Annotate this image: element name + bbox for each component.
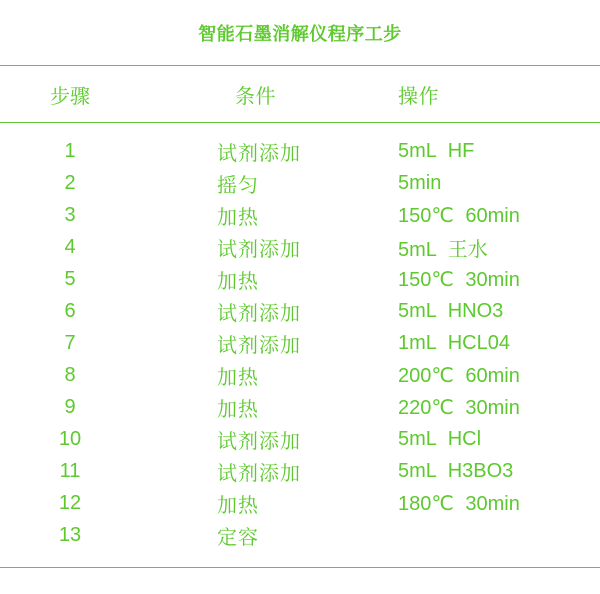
- cell-operation: 5mL H3BO3: [398, 459, 514, 482]
- table-row: [0, 199, 600, 231]
- cell-condition: 试剂添加: [217, 142, 301, 165]
- title-bar: [0, 0, 600, 66]
- cell-condition: 摇匀: [217, 174, 259, 197]
- cell-operation: 5mL HF: [398, 139, 475, 162]
- cell-operation: 200℃ 60min: [398, 364, 520, 387]
- cell-condition: 试剂添加: [217, 334, 301, 357]
- cell-operation: 5min: [398, 171, 442, 194]
- cell-operation: 220℃ 30min: [398, 396, 520, 419]
- cell-condition: 加热: [217, 494, 259, 517]
- cell-operation: 150℃ 60min: [398, 204, 520, 227]
- table-row: [0, 135, 600, 167]
- table-row: [0, 519, 600, 551]
- cell-step: 3: [64, 203, 76, 226]
- cell-step: 13: [58, 523, 82, 546]
- cell-condition: 试剂添加: [217, 302, 301, 325]
- cell-step: 2: [64, 171, 76, 194]
- cell-step: 5: [64, 267, 76, 290]
- cell-operation: 5mL HCl: [398, 427, 482, 450]
- cell-step: 1: [64, 139, 76, 162]
- cell-operation: 5mL HNO3: [398, 299, 504, 322]
- cell-operation: 180℃ 30min: [398, 492, 520, 515]
- cell-operation: 5mL 王水: [398, 238, 488, 261]
- table-row: [0, 295, 600, 327]
- table-body: [0, 123, 600, 568]
- cell-step: 11: [59, 459, 81, 482]
- page-title: 智能石墨消解仪程序工步: [198, 23, 402, 44]
- table-row: [0, 423, 600, 455]
- table-row: [0, 263, 600, 295]
- column-header-step: 步骤: [50, 85, 90, 108]
- cell-condition: 试剂添加: [217, 430, 301, 453]
- cell-condition: 试剂添加: [217, 462, 301, 485]
- cell-operation: 150℃ 30min: [398, 268, 520, 291]
- cell-step: 9: [64, 395, 76, 418]
- cell-operation: 1mL HCL04: [398, 331, 510, 354]
- cell-condition: 加热: [217, 366, 259, 389]
- table-row: [0, 167, 600, 199]
- cell-step: 6: [64, 299, 76, 322]
- table-row: [0, 455, 600, 487]
- cell-condition: 加热: [217, 206, 259, 229]
- cell-condition: 定容: [217, 526, 259, 549]
- column-header-operation: 操作: [398, 85, 439, 108]
- table-row: [0, 327, 600, 359]
- cell-condition: 加热: [217, 270, 259, 293]
- cell-condition: 加热: [217, 398, 259, 421]
- cell-condition: 试剂添加: [217, 238, 301, 261]
- cell-step: 12: [58, 491, 82, 514]
- table-row: [0, 487, 600, 519]
- table-header-row: [0, 66, 600, 123]
- cell-step: 7: [64, 331, 76, 354]
- cell-step: 10: [58, 427, 82, 450]
- column-header-condition: 条件: [235, 85, 276, 108]
- table-row: [0, 231, 600, 263]
- cell-step: 8: [64, 363, 76, 386]
- table-row: [0, 359, 600, 391]
- table-row: [0, 391, 600, 423]
- cell-step: 4: [64, 235, 76, 258]
